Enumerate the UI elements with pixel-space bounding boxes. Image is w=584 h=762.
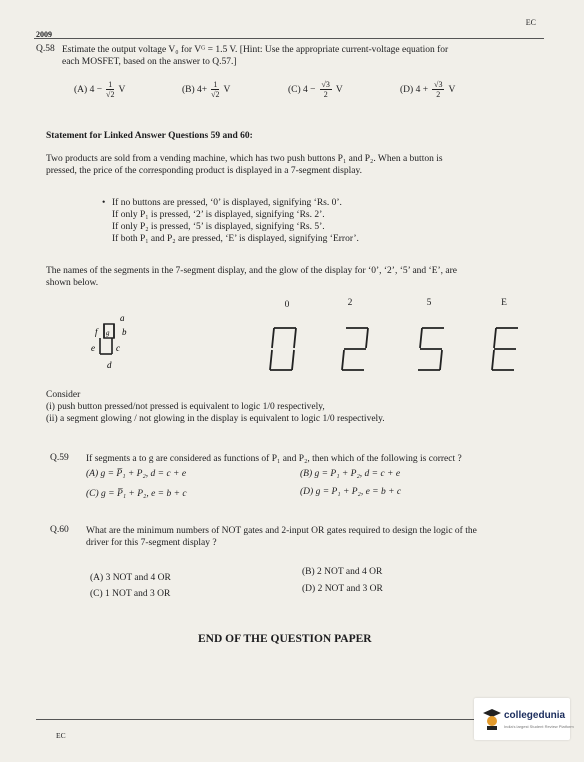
segment-name-e: e (91, 343, 95, 353)
q58-option-d (400, 80, 455, 99)
digit-label-e: E (501, 298, 507, 308)
q60-option-d: (D) 2 NOT and 3 OR (302, 584, 383, 594)
q60-text-line2: driver for this 7-segment display ? (86, 538, 217, 548)
segment-intro-line2: shown below. (46, 278, 99, 288)
q58-text-line1: Estimate the output voltage V₀ for Vᴳ = 1.5 V. [Hint: Use the appropriate current-voltage equation for (62, 45, 449, 55)
q58-option-d-label: (D) 4 + (400, 84, 429, 95)
q59-option-d: (D) g = P₁ + P₂, e = b + c (300, 487, 402, 497)
consider-item-1: (i) push button pressed/not pressed is equivalent to logic 1/0 respectively, (46, 402, 325, 412)
display-digit-5 (418, 328, 444, 370)
linked-para-line2: pressed, the price of the corresponding product is displayed in a 7-segment display. (46, 166, 362, 176)
segment-name-d: d (107, 360, 112, 370)
q59-option-b: (B) g = P₁ + P₂, d = c + e (300, 469, 401, 479)
digit-label-0: 0 (284, 300, 290, 310)
bullet-dot-icon: • (102, 198, 106, 208)
q58-option-a-den: √2 (106, 90, 115, 99)
header-rule (34, 38, 544, 39)
q60-option-c: (C) 1 NOT and 3 OR (90, 589, 171, 599)
q59-option-c: (C) g = P̅₁ + P₂, e = b + c (86, 489, 187, 499)
consider-item-2: (ii) a segment glowing / not glowing in the display is equivalent to logic 1/0 respectively. (46, 414, 385, 424)
graduate-icon (482, 707, 502, 731)
q58-option-b-label: (B) 4+ (182, 84, 208, 95)
linked-bullet-1-text: If no buttons are pressed, ‘0’ is displayed, signifying ‘Rs. 0’. (112, 198, 342, 208)
q59-text: If segments a to g are considered as functions of P₁ and P₂, then which of the following is correct ? (86, 454, 462, 464)
q58-number: Q.58 (36, 44, 55, 54)
q58-option-a-fraction (106, 80, 114, 99)
q58-option-d-fraction (432, 80, 444, 99)
q59-number: Q.59 (50, 453, 69, 463)
q58-option-b-fraction (211, 80, 219, 99)
seven-segment-figure (80, 308, 550, 388)
footer-paper-code: EC (56, 731, 66, 740)
q58-option-a-num: 1 (108, 80, 113, 89)
footer-rule (36, 719, 542, 720)
q58-option-d-unit: V (448, 84, 456, 95)
q58-option-a (74, 80, 125, 99)
q58-option-b-num: 1 (213, 80, 218, 89)
q58-option-a-label: (A) 4 − (74, 84, 103, 95)
q60-option-b: (B) 2 NOT and 4 OR (302, 567, 383, 577)
segment-name-c: c (116, 343, 120, 353)
segment-name-f: f (95, 327, 98, 337)
q58-option-c-fraction (320, 80, 332, 99)
linked-para-line1: Two products are sold from a vending machine, which has two push buttons P₁ and P₂. When a button is (46, 154, 443, 164)
consider-heading: Consider (46, 390, 81, 400)
linked-bullet-3: If only P₂ is pressed, ‘5’ is displayed, signifying ‘Rs. 5’. (112, 222, 325, 232)
display-digit-0 (270, 328, 296, 370)
q58-option-c-unit: V (335, 84, 343, 95)
collegedunia-logo-text: collegedunia (504, 710, 566, 721)
q58-option-c (288, 80, 343, 99)
linked-bullet-list (102, 197, 359, 245)
q58-option-b (182, 80, 230, 99)
display-digit-e (492, 328, 518, 370)
q58-option-c-label: (C) 4 − (288, 84, 316, 95)
linked-bullet-2: If only P₁ is pressed, ‘2’ is displayed, signifying ‘Rs. 2’. (112, 210, 325, 220)
end-of-paper: END OF THE QUESTION PAPER (198, 633, 372, 645)
linked-bullet-1 (102, 197, 359, 209)
q58-option-a-unit: V (118, 84, 126, 95)
header-paper-code: EC (525, 18, 536, 27)
q58-option-d-den: 2 (436, 90, 441, 99)
q58-option-d-num: √3 (434, 80, 443, 89)
segment-name-g: g (106, 329, 110, 337)
q58-option-c-num: √3 (321, 80, 330, 89)
q58-text-line2: each MOSFET, based on the answer to Q.57.] (62, 57, 237, 67)
display-digit-2 (342, 328, 368, 370)
q58-option-c-den: 2 (323, 90, 328, 99)
linked-heading: Statement for Linked Answer Questions 59 and 60: (46, 131, 253, 141)
header-year: 2009 (36, 30, 52, 39)
q59-option-a: (A) g = P̅₁ + P₂, d = c + e (86, 469, 187, 479)
collegedunia-tagline: India's largest Student Review Platform (504, 724, 574, 729)
digit-label-2: 2 (347, 298, 353, 308)
linked-bullet-4: If both P₁ and P₂ are pressed, ‘E’ is displayed, signifying ‘Error’. (112, 234, 359, 244)
segment-name-b: b (122, 327, 127, 337)
segment-intro-line1: The names of the segments in the 7-segment display, and the glow of the display for ‘0’, ‘2’, ‘5’ and ‘E’, are (46, 266, 458, 276)
q58-option-b-unit: V (223, 84, 231, 95)
q58-option-b-den: √2 (211, 90, 220, 99)
digit-label-5: 5 (426, 298, 432, 308)
segment-name-a: a (120, 313, 125, 323)
q60-text-line1: What are the minimum numbers of NOT gates and 2-input OR gates required to design the logic of the (86, 526, 477, 536)
q60-number: Q.60 (50, 525, 69, 535)
q60-option-a: (A) 3 NOT and 4 OR (90, 573, 171, 583)
